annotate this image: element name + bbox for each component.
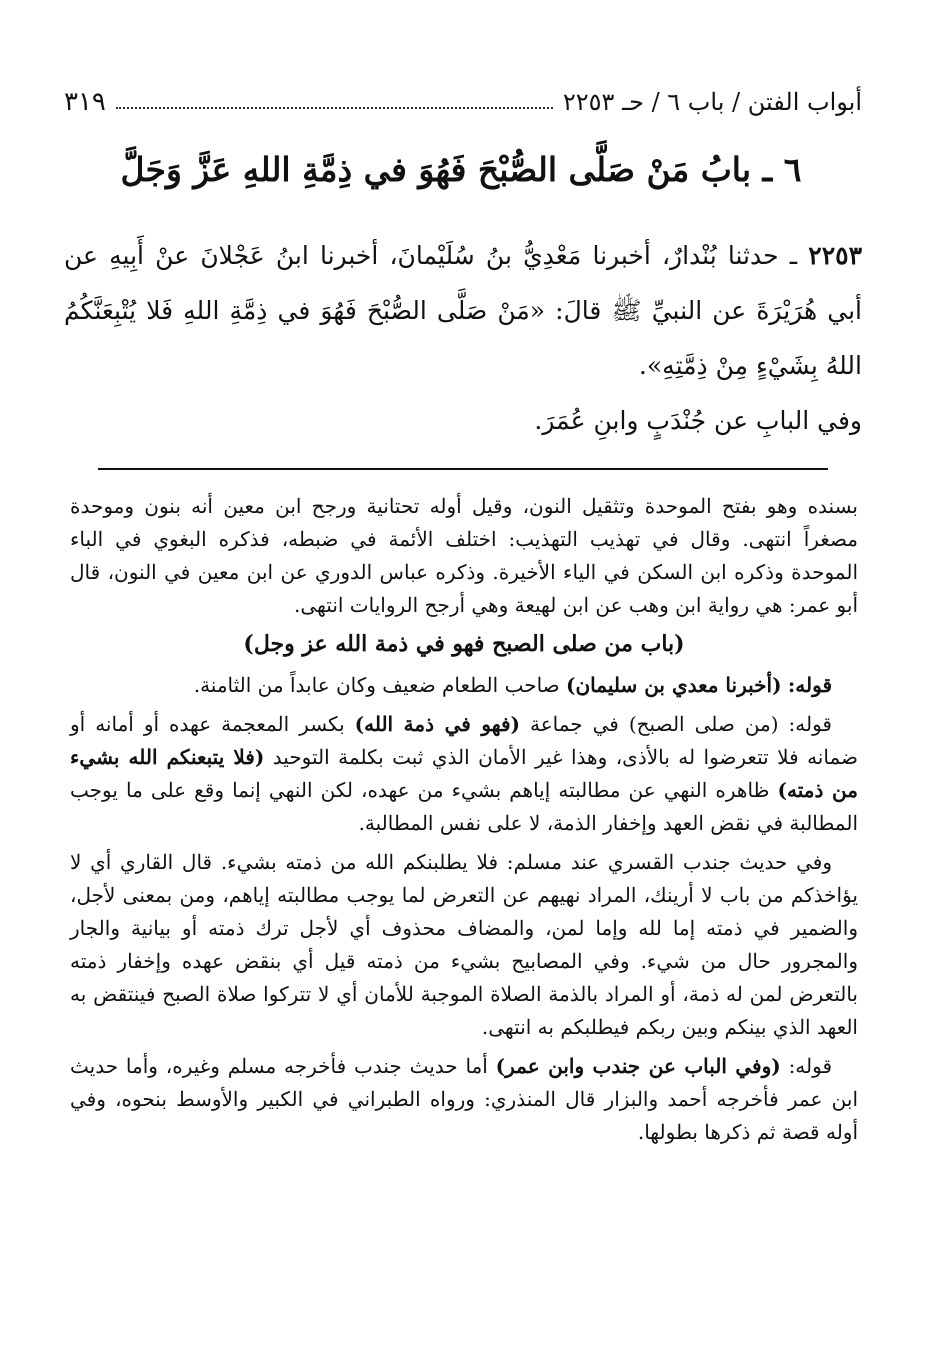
- commentary-text: قوله: (من صلى الصبح) في جماعة: [529, 712, 832, 736]
- commentary-text: أما حديث جندب فأخرجه مسلم وغيره، وأما حديث ابن عمر فأخرجه أحمد والبزار قال المنذري: ورواه الطبراني في الكبير والأوسط بنحوه، وفي أوله قصة ثم ذكرها بطولها.: [70, 1054, 858, 1144]
- hadith-text: ـ حدثنا بُنْدارٌ، أخبرنا مَعْدِيُّ بنُ سُلَيْمانَ، أخبرنا ابنُ عَجْلانَ عنْ أَبِيهِ عن أبي هُرَيْرَةَ عن النبيِّ ﷺ قالَ: «مَنْ صَلَّى الصُّبْحَ فَهُوَ في ذِمَّةِ اللهِ فَلا يُتْبِعَنَّكُمُ اللهُ بِشَيْءٍ مِنْ ذِمَّتِهِ».: [64, 241, 862, 380]
- commentary-subheading: (باب من صلى الصبح فهو في ذمة الله عز وجل): [243, 631, 685, 657]
- commentary-text: ظاهره النهي عن مطالبته إياهم بشيء من عهده، لكن النهي إنما وقع على ما يوجب المطالبة في نقض العهد وإخفار الذمة، لا على نفس المطالبة.: [70, 778, 858, 835]
- hadith-paragraph: [64, 228, 862, 393]
- page-header: [64, 80, 862, 124]
- commentary-block: [70, 490, 858, 1155]
- qawluhu-label: قوله:: [787, 673, 832, 697]
- commentary-paragraph-5: [70, 1050, 858, 1149]
- commentary-text: صاحب الطعام ضعيف وكان عابداً من الثامنة.: [193, 673, 560, 697]
- footnote-divider: [98, 468, 828, 470]
- commentary-paragraph-2: [70, 669, 858, 702]
- quoted-phrase: (فهو في ذمة الله): [354, 712, 520, 736]
- leader-dots: [116, 107, 553, 109]
- commentary-paragraph-4: وفي حديث جندب القسري عند مسلم: فلا يطلبنكم الله من ذمته بشيء. قال القاري أي لا يؤاخذكم من باب لا أرينك، المراد نهيهم عن التعرض لما يوجب مطالبته إياهم، ومن بمعنى لأجل، والضمير في ذمته إما لله وإما لمن، والمضاف محذوف أي لأجل ترك ذمته أو بيانية والجار والمجرور حال من شيء. وفي المصابيح بشيء من ذمته قيل أي بنقض عهده وإخفار ذمته بالتعرض لمن له ذمة، أو المراد بالذمة الصلاة الموجبة للأمان أي لا تتركوا صلاة الصبح فينتقض به العهد الذي بينكم وبين ربكم فيطلبكم به انتهى.: [70, 850, 858, 1039]
- qawluhu-label: قوله:: [788, 1054, 833, 1078]
- quoted-phrase: (وفي الباب عن جندب وابن عمر): [495, 1054, 781, 1078]
- quoted-phrase: (فلا يتبعنكم الله بشيء من ذمته): [70, 745, 858, 802]
- hadith-number: ٢٢٥٣: [808, 241, 862, 270]
- quoted-phrase: (أخبرنا معدي بن سليمان): [566, 673, 782, 697]
- commentary-paragraph-1: بسنده وهو بفتح الموحدة وتثقيل النون، وقيل أوله تحتانية ورجح ابن معين أنه بنون وموحدة مصغراً انتهى. وقال في تهذيب التهذيب: اختلف الأئمة في ضبطه، فذكره البغوي في الباء الموحدة وذكره ابن السكن في الياء الأخيرة. وذكره عباس الدوري عن ابن معين في النون، قال أبو عمر: هي رواية ابن وهب عن ابن لهيعة وهي أرجح الروايات انتهى.: [70, 494, 858, 617]
- page-number: ٣١٩: [64, 87, 106, 117]
- commentary-text: بكسر المعجمة عهده أو أمانه أو ضمانه فلا تتعرضوا له بالأذى، وهذا غير الأمان الذي ثبت بكلمة التوحيد: [70, 712, 859, 769]
- running-title: أبواب الفتن / باب ٦ / حـ ٢٢٥٣: [562, 88, 862, 116]
- chapter-note: وفي البابِ عن جُنْدَبٍ وابنِ عُمَرَ.: [534, 406, 862, 435]
- hadith-block: [64, 228, 862, 448]
- chapter-title: ٦ ـ بابُ مَنْ صَلَّى الصُّبْحَ فَهُوَ في ذِمَّةِ اللهِ عَزَّ وَجَلَّ: [120, 150, 802, 189]
- commentary-paragraph-3: [70, 708, 858, 840]
